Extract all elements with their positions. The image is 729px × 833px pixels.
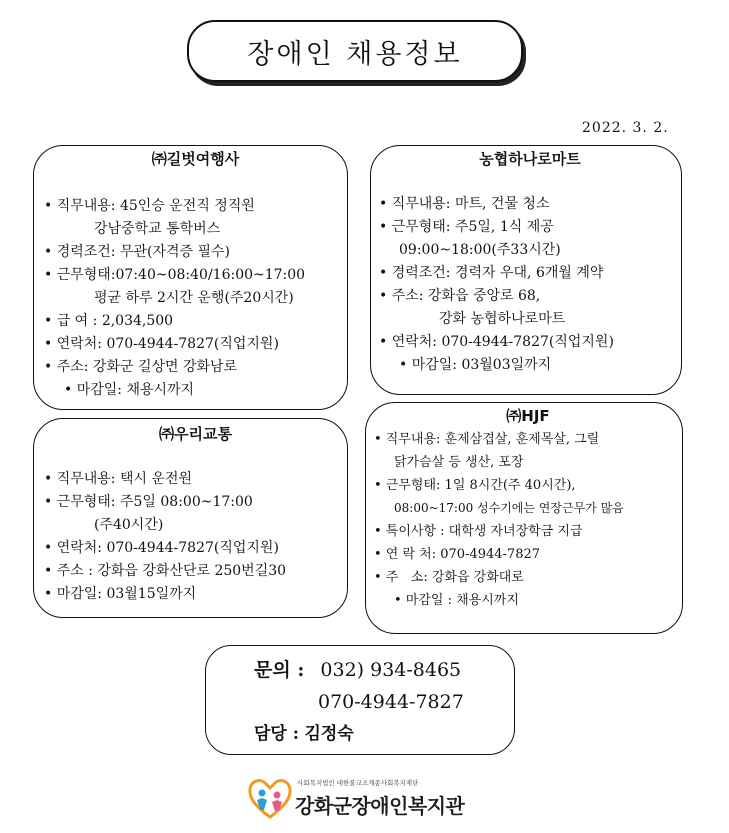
inquiry-phone-1: 032) 934-8465 xyxy=(320,659,462,681)
heart-people-icon xyxy=(247,776,293,820)
contact: • 연 락 처: 070-4944-7827 xyxy=(374,547,541,562)
inquiry-phone-2: 070-4944-7827 xyxy=(318,691,464,713)
job-duty-detail: 닭가슴살 등 생산, 포장 xyxy=(394,455,524,470)
job-duty: • 직무내용: 마트, 건물 청소 xyxy=(379,196,550,212)
work-schedule: • 근무형태: 주5일 08:00~17:00 xyxy=(44,494,253,510)
work-schedule: • 근무형태: 1일 8시간(주 40시간), xyxy=(374,478,576,493)
work-schedule-detail: 08:00~17:00 성수기에는 연장근무가 많음 xyxy=(394,501,624,515)
job-card-gilbeot xyxy=(33,145,348,410)
work-hours: (주40시간) xyxy=(94,517,164,533)
job-card-nonghyup xyxy=(370,145,682,395)
experience-condition: • 경력조건: 무관(자격증 필수) xyxy=(44,244,231,260)
company-name: ㈜길벗여행사 xyxy=(151,150,240,168)
job-duty: • 직무내용: 택시 운전원 xyxy=(44,471,193,487)
experience-condition: • 경력조건: 경력자 우대, 6개월 계약 xyxy=(379,265,604,281)
company-name: 농협하나로마트 xyxy=(479,150,581,168)
address: • 주소 : 강화읍 강화산단로 250번길30 xyxy=(44,563,287,579)
address: • 주 소: 강화읍 강화대로 xyxy=(374,570,524,585)
company-name: ㈜우리교통 xyxy=(159,425,232,443)
address-detail: 강화 농협하나로마트 xyxy=(439,311,566,327)
salary: • 급 여 : 2,034,500 xyxy=(44,313,174,329)
job-card-uri xyxy=(33,418,348,618)
page-title: 장애인 채용정보 xyxy=(187,20,523,82)
manager-label: 담당 : xyxy=(254,724,300,744)
contact: • 연락처: 070-4944-7827(직업지원) xyxy=(44,336,279,352)
job-duty-detail: 강남중학교 통학버스 xyxy=(94,221,221,237)
company-name: ㈜HJF xyxy=(506,407,550,425)
deadline: • 마감일 : 채용시까지 xyxy=(394,593,519,608)
address: • 주소: 강화읍 중앙로 68, xyxy=(379,288,541,304)
address: • 주소: 강화군 길상면 강화남로 xyxy=(44,359,238,375)
deadline: • 마감일: 03월03일까지 xyxy=(399,357,552,373)
deadline: • 마감일: 채용시까지 xyxy=(64,382,195,398)
work-schedule: • 근무형태:07:40~08:40/16:00~17:00 xyxy=(44,267,306,283)
deadline: • 마감일: 03월15일까지 xyxy=(44,586,197,602)
work-schedule: • 근무형태: 주5일, 1식 제공 xyxy=(379,219,554,235)
job-card-hjf xyxy=(365,402,683,634)
posting-date: 2022. 3. 2. xyxy=(582,120,669,136)
inquiry-box xyxy=(205,645,515,755)
job-duty: • 직무내용: 훈제삼겹살, 훈제목살, 그릴 xyxy=(374,432,600,447)
contact: • 연락처: 070-4944-7827(직업지원) xyxy=(379,334,614,350)
inquiry-label: 문의 : xyxy=(254,659,305,681)
special-notes: • 특이사항 : 대학생 자녀장학금 지급 xyxy=(374,524,583,539)
work-hours: 09:00~18:00(주33시간) xyxy=(399,242,561,258)
manager-name: 김정숙 xyxy=(304,724,354,744)
organization-logo xyxy=(247,776,487,822)
job-duty: • 직무내용: 45인승 운전직 정직원 xyxy=(44,198,255,214)
logo-name: 강화군장애인복지관 xyxy=(295,794,465,818)
logo-subtitle: 사회복지법인 대한불교조계종사회복지재단 xyxy=(297,779,419,787)
work-schedule-detail: 평균 하루 2시간 운행(주20시간) xyxy=(94,290,294,306)
contact: • 연락처: 070-4944-7827(직업지원) xyxy=(44,540,279,556)
